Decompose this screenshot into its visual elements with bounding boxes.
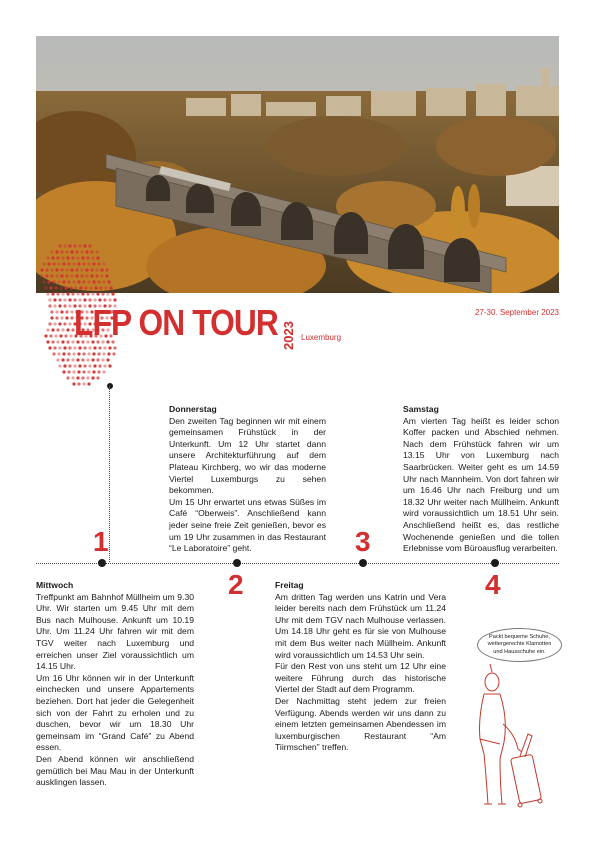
day-paragraph: Am dritten Tag werden uns Katrin und Vera leider bereits nach dem Frühstück um 11.24 Uhr mit dem TGV nach Mulhouse verlassen. Um 14.18 Uhr geht es für sie von Mulhouse mit dem Bus weiter nach Müllheim. Ankunft wird voraussichtlich um 14.53 Uhr sein. xyxy=(275,591,446,660)
day-number-1: 1 xyxy=(93,526,109,557)
day-heading: Samstag xyxy=(403,404,439,414)
day-heading: Donnerstag xyxy=(169,404,217,414)
day-section-mittwoch xyxy=(36,580,194,789)
map-connector-line xyxy=(109,386,110,562)
day-number-2: 2 xyxy=(228,569,244,600)
day-paragraph: Der Nachmittag steht jedem zur freien Verfügung. Abends werden wir uns dann zu einem letzten gemeinsamen Abendessen im luxemburgischen Restaurant “Am Tiirmschen” treffen. xyxy=(275,695,446,753)
day-paragraph: Um 15 Uhr erwartet uns etwas Süßes im Café “Oberweis”. Anschließend kann jeder seine freie Zeit genießen, bevor es um 19 Uhr zusammen in das Restaurant “Le Laboratoire” geht. xyxy=(169,496,326,554)
day-paragraph: Den zweiten Tag beginnen wir mit einem gemeinsamen Frühstück in der Unterkunft. Um 12 Uhr startet dann unsere Architekturführung auf dem Plateau Kirchberg, wo wir das moderne Viertel Luxemburgs zu sehen bekommen. xyxy=(169,415,326,496)
page-title: LFP ON TOUR xyxy=(74,302,278,343)
city-label: Luxemburg xyxy=(301,333,342,342)
timeline-dot-3 xyxy=(359,559,367,567)
timeline-dot-4 xyxy=(491,559,499,567)
day-paragraph: Treffpunkt am Bahnhof Müllheim um 9.30 Uhr. Wir starten um 9.45 Uhr mit dem Bus nach Mulhouse. Ankunft um 10.19 Uhr. Um 11.24 Uhr fahren wir mit dem TGV weiter nach Luxemburg und erreichen unser Ziel voraussichtlich um 14.15 Uhr. xyxy=(36,591,194,672)
day-paragraph: Um 16 Uhr können wir in der Unterkunft einchecken und unsere Appartements beziehen. Dort hat jeder die Gelegenheit sich von der Fahrt zu erholen und zu duschen, bevor wir um 18.30 Uhr gemeinsam im “Grand Café” zu Abend essen. xyxy=(36,672,194,753)
day-paragraph: Am vierten Tag heißt es leider schon Koffer packen und Abschied nehmen. Nach dem Frühstück fahren wir um 13.15 Uhr von Luxemburg nach Saarbrücken. Weiter geht es um 14.59 Uhr nach Mannheim. Von dort fahren wir um 16.46 Uhr nach Freiburg und um 18.32 Uhr weiter nach Müllheim. Ankunft wird voraussichtlich um 18.51 Uhr sein. Anschließend heißt es, das restliche Wochenende genießen und die tollen Erlebnisse vom Büroausflug verarbeiten. xyxy=(403,415,559,554)
day-heading: Freitag xyxy=(275,580,304,590)
year-label: 2023 xyxy=(281,321,296,350)
timeline-line xyxy=(36,563,559,564)
day-heading: Mittwoch xyxy=(36,580,74,590)
day-section-donnerstag xyxy=(169,404,326,555)
day-section-freitag xyxy=(275,580,446,754)
day-paragraph: Den Abend können wir anschließend gemütlich bei Mau Mau in der Unterkunft ausklingen lassen. xyxy=(36,753,194,788)
packing-tip-bubble: Packt bequeme Schuhe, wettergerechte Klamotten und Hausschuhe ein. xyxy=(477,628,562,662)
day-section-samstag xyxy=(403,404,559,555)
timeline-dot-1 xyxy=(98,559,106,567)
day-number-3: 3 xyxy=(355,526,371,557)
date-label: 27-30. September 2023 xyxy=(474,308,559,317)
map-anchor-dot xyxy=(107,383,113,389)
day-paragraph: Für den Rest von uns steht um 12 Uhr eine weitere Führung durch das historische Viertel der Stadt auf dem Programm. xyxy=(275,661,446,695)
timeline-dot-2 xyxy=(233,559,241,567)
traveler-with-suitcase-illustration xyxy=(470,664,560,809)
day-number-4: 4 xyxy=(485,569,501,600)
